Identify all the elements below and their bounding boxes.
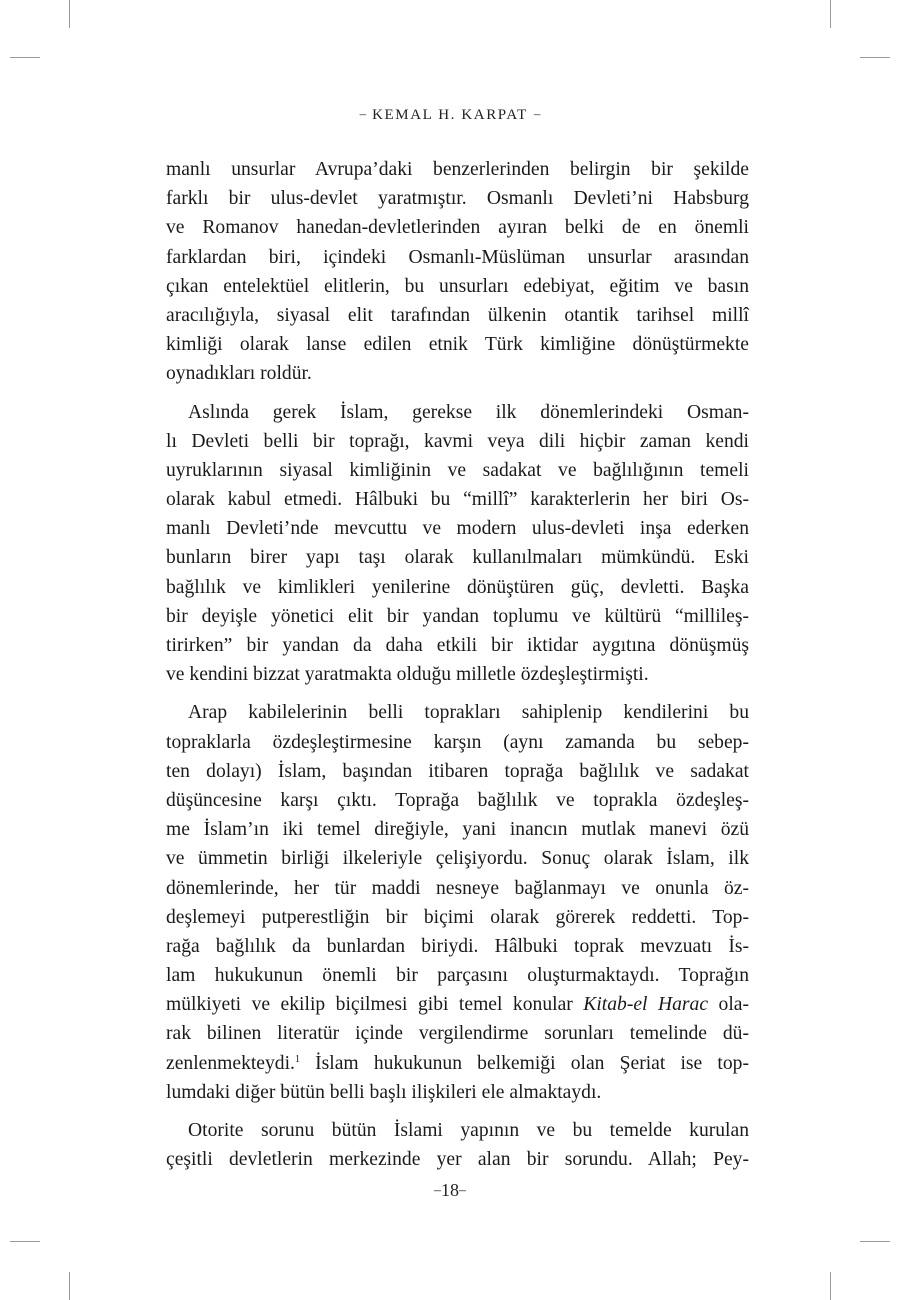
running-head	[0, 106, 900, 124]
text-segment: İslam hukukunun belkemiği olan Şeriat ise top-	[299, 1052, 749, 1074]
text-line: dönemlerinde, her tür maddi nesneye bağlanmayı ve onunla öz-	[166, 877, 749, 899]
running-head-right-dash: –	[533, 106, 541, 121]
page-number-left-dash: –	[434, 1183, 441, 1198]
page-number	[0, 1180, 900, 1201]
crop-mark	[10, 57, 40, 58]
crop-mark	[69, 0, 70, 28]
text-line: manlı Devleti’nde mevcuttu ve modern ulus-devleti inşa ederken	[166, 518, 749, 540]
book-title: Kitab-el Harac	[583, 994, 709, 1016]
paragraph	[166, 398, 749, 690]
text-line: bağlılık ve kimlikleri yenilerine dönüştüren güç, devletti. Başka	[166, 576, 749, 598]
paragraph	[166, 1116, 749, 1174]
text-line: oynadıkları roldür.	[166, 363, 312, 385]
text-line: ve Romanov hanedan-devletlerinden ayıran belki de en önemli	[166, 217, 749, 239]
text-line: çıkan entelektüel elitlerin, bu unsurları edebiyat, eğitim ve basın	[166, 275, 749, 297]
text-line: rak bilinen literatür içinde vergilendirme sorunları temelinde dü-	[166, 1023, 749, 1045]
crop-mark	[830, 0, 831, 28]
text-line: ten dolayı) İslam, başından itibaren toprağa bağlılık ve sadakat	[166, 760, 749, 782]
body-text	[166, 155, 749, 1174]
page-number-right-dash: –	[459, 1183, 466, 1198]
text-line: lam hukukunun önemli bir parçasını oluşturmaktaydı. Toprağın	[166, 965, 749, 987]
text-line: Aslında gerek İslam, gerekse ilk dönemlerindeki Osman-	[188, 401, 749, 423]
text-line: topraklarla özdeşleştirmesine karşın (aynı zamanda bu sebep-	[166, 731, 749, 753]
text-line: kimliği olarak lanse edilen etnik Türk kimliğine dönüştürmekte	[166, 334, 749, 356]
text-line: aracılığıyla, siyasal elit tarafından ülkenin otantik tarihsel millî	[166, 304, 749, 326]
page-number-value: 18	[441, 1180, 459, 1200]
text-segment: mülkiyeti ve ekilip biçilmesi gibi temel konular	[166, 994, 573, 1016]
text-line	[166, 1049, 749, 1078]
text-line: lı Devleti belli bir toprağı, kavmi veya dili hiçbir zaman kendi	[166, 430, 749, 452]
text-segment: ola-	[708, 994, 749, 1016]
text-line: rağa bağlılık da bunlardan biriydi. Hâlbuki toprak mevzuatı İs-	[166, 935, 749, 957]
text-line: çeşitli devletlerin merkezinde yer alan bir sorundu. Allah; Pey-	[166, 1149, 749, 1171]
text-line: düşüncesine karşı çıktı. Toprağa bağlılık ve toprakla özdeşleş-	[166, 789, 749, 811]
text-line: Otorite sorunu bütün İslami yapının ve bu temelde kurulan	[188, 1120, 749, 1141]
text-segment: zenlenmekteydi.	[166, 1052, 295, 1074]
crop-mark	[860, 1241, 890, 1242]
paragraph	[166, 698, 749, 1107]
text-line: deşlemeyi putperestliğin bir biçimi olarak görerek reddetti. Top-	[166, 906, 749, 928]
crop-mark	[860, 57, 890, 58]
text-line: tirirken” bir yandan da daha etkili bir iktidar aygıtına dönüşmüş	[166, 635, 749, 656]
running-head-author: KEMAL H. KARPAT	[372, 107, 528, 123]
text-line: uyruklarının siyasal kimliğinin ve sadakat ve bağlılığının temeli	[166, 459, 749, 481]
crop-mark	[69, 1272, 70, 1300]
text-line: olarak kabul etmedi. Hâlbuki bu “millî” karakterlerin her biri Os-	[166, 489, 749, 511]
text-line: ve kendini bizzat yaratmakta olduğu milletle özdeşleştirmişti.	[166, 664, 649, 686]
text-line: bir deyişle yönetici elit bir yandan toplumu ve kültürü “millileş-	[166, 605, 749, 627]
paragraph	[166, 155, 749, 389]
text-line: ve ümmetin birliği ilkeleriyle çelişiyordu. Sonuç olarak İslam, ilk	[166, 848, 749, 870]
text-line	[166, 990, 749, 1019]
crop-mark	[830, 1272, 831, 1300]
text-line: manlı unsurlar Avrupa’daki benzerlerinden belirgin bir şekilde	[166, 159, 749, 180]
text-line: farklı bir ulus-devlet yaratmıştır. Osmanlı Devleti’ni Habsburg	[166, 188, 749, 210]
text-line: bunların birer yapı taşı olarak kullanılmaları mümkündü. Eski	[166, 547, 749, 569]
text-line: Arap kabilelerinin belli toprakları sahiplenip kendilerini bu	[188, 702, 749, 724]
crop-mark	[10, 1241, 40, 1242]
footnote-marker[interactable]: 1	[294, 1053, 300, 1065]
text-line: farklardan biri, içindeki Osmanlı-Müslüman unsurlar arasından	[166, 246, 749, 268]
running-head-left-dash: –	[359, 106, 367, 121]
text-line: me İslam’ın iki temel direğiyle, yani inancın mutlak manevi özü	[166, 819, 749, 841]
text-line: lumdaki diğer bütün belli başlı ilişkileri ele almaktaydı.	[166, 1081, 602, 1103]
